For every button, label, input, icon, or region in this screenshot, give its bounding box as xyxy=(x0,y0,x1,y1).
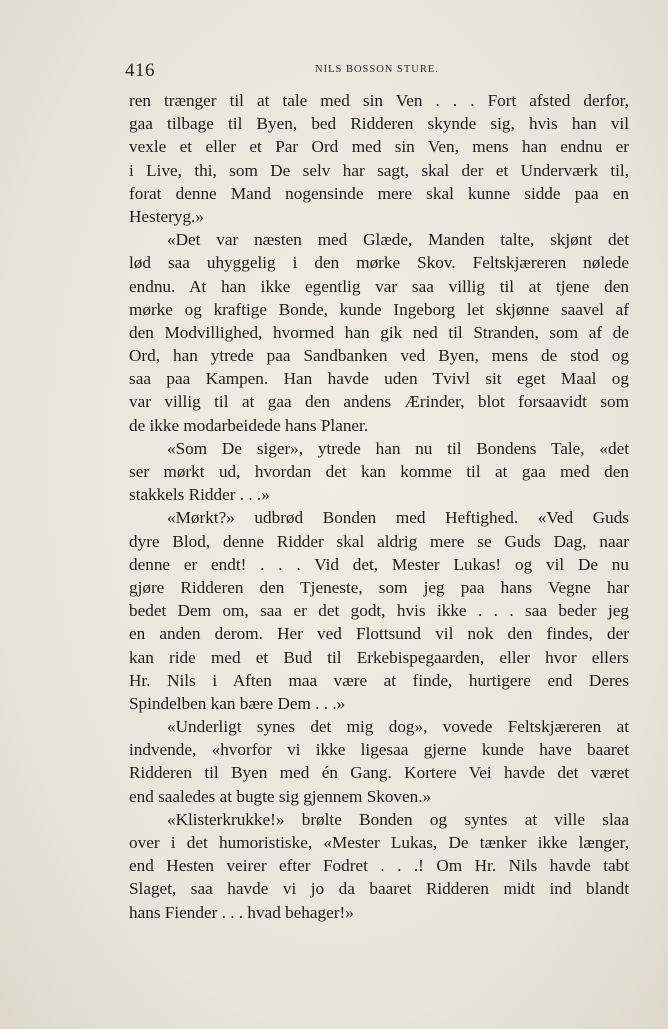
text-line: ser mørkt ud, hvordan det kan komme til at gaa med den xyxy=(129,462,629,481)
text-line: endnu. At han ikke egentlig var saa villig til at tjene den xyxy=(129,276,629,296)
text-line: Ord, han ytrede paa Sandbanken ved Byen, mens de stod og xyxy=(129,346,629,366)
text-line: ren trænger til at tale med sin Ven . . . Fort afsted derfor, xyxy=(129,91,629,110)
text-line: bedet Dem om, saa er det godt, hvis ikke . . . saa beder jeg xyxy=(129,601,629,621)
body-text xyxy=(129,89,629,924)
text-line: Ridderen til Byen med én Gang. Kortere Vei havde det været xyxy=(129,763,629,783)
text-line: den Modvillighed, hvormed han gik ned til Stranden, som af de xyxy=(129,322,629,342)
text-line: dyre Blod, denne Ridder skal aldrig mere se Guds Dag, naar xyxy=(129,531,629,551)
running-title: NILS BOSSON STURE. xyxy=(315,64,439,75)
text-line: gaa tilbage til Byen, bed Ridderen skynde sig, hvis han vil xyxy=(129,114,629,134)
text-line: vexle et eller et Par Ord med sin Ven, mens han endnu er xyxy=(129,137,629,157)
text-line: Spindelben kan bære Dem . . .» xyxy=(129,693,346,713)
text-line: saa paa Kampen. Han havde uden Tvivl sit eget Maal og xyxy=(129,369,629,389)
text-line: de ikke modarbeidede hans Planer. xyxy=(129,415,369,435)
text-line: indvende, «hvorfor vi ikke ligesaa gjerne kunde have baaret xyxy=(129,740,629,760)
text-line: «Klisterkrukke!» brølte Bonden og syntes at ville slaa xyxy=(167,809,629,829)
text-line: denne er endt! . . . Vid det, Mester Lukas! og vil De nu xyxy=(129,554,629,574)
text-line: i Live, thi, som De selv har sagt, skal der et Underværk til, xyxy=(129,160,629,180)
text-line: forat denne Mand nogensinde mere skal kunne sidde paa en xyxy=(129,183,629,203)
text-line: var villig til at gaa den andens Ærinder, blot forsaavidt som xyxy=(129,392,629,412)
text-line: gjøre Ridderen den Tjeneste, som jeg paa hans Vegne har xyxy=(129,577,629,597)
text-line: hans Fiender . . . hvad behager!» xyxy=(129,902,354,922)
text-line: mørke og kraftige Bonde, kunde Ingeborg let skjønne saavel af xyxy=(129,299,629,319)
text-line: end saaledes at bugte sig gjennem Skoven.» xyxy=(129,786,432,806)
text-line: Hr. Nils i Aften maa være at finde, hurtigere end Deres xyxy=(129,670,629,690)
text-line: «Underligt synes det mig dog», vovede Feltskjæreren at xyxy=(167,717,629,737)
text-line: «Det var næsten med Glæde, Manden talte, skjønt det xyxy=(167,230,629,250)
text-line: over i det humoristiske, «Mester Lukas, De tænker ikke længer, xyxy=(129,833,629,852)
page-header xyxy=(125,60,630,84)
text-line: Slaget, saa havde vi jo da baaret Ridderen midt ind blandt xyxy=(129,879,629,899)
page-number: 416 xyxy=(125,60,155,81)
text-line: lød saa uhyggelig i den mørke Skov. Feltskjæreren nølede xyxy=(129,253,629,273)
text-line: end Hesten veirer efter Fodret . . .! Om Hr. Nils havde tabt xyxy=(129,856,629,876)
text-line: stakkels Ridder . . .» xyxy=(129,485,270,505)
text-line: «Som De siger», ytrede han nu til Bondens Tale, «det xyxy=(167,438,629,458)
text-line: Hesteryg.» xyxy=(129,206,204,226)
text-line: «Mørkt?» udbrød Bonden med Heftighed. «Ved Guds xyxy=(167,508,629,528)
text-line: en anden derom. Her ved Flottsund vil nok den findes, der xyxy=(129,624,629,644)
text-line: kan ride med et Bud til Erkebispegaarden, eller hvor ellers xyxy=(129,647,629,667)
